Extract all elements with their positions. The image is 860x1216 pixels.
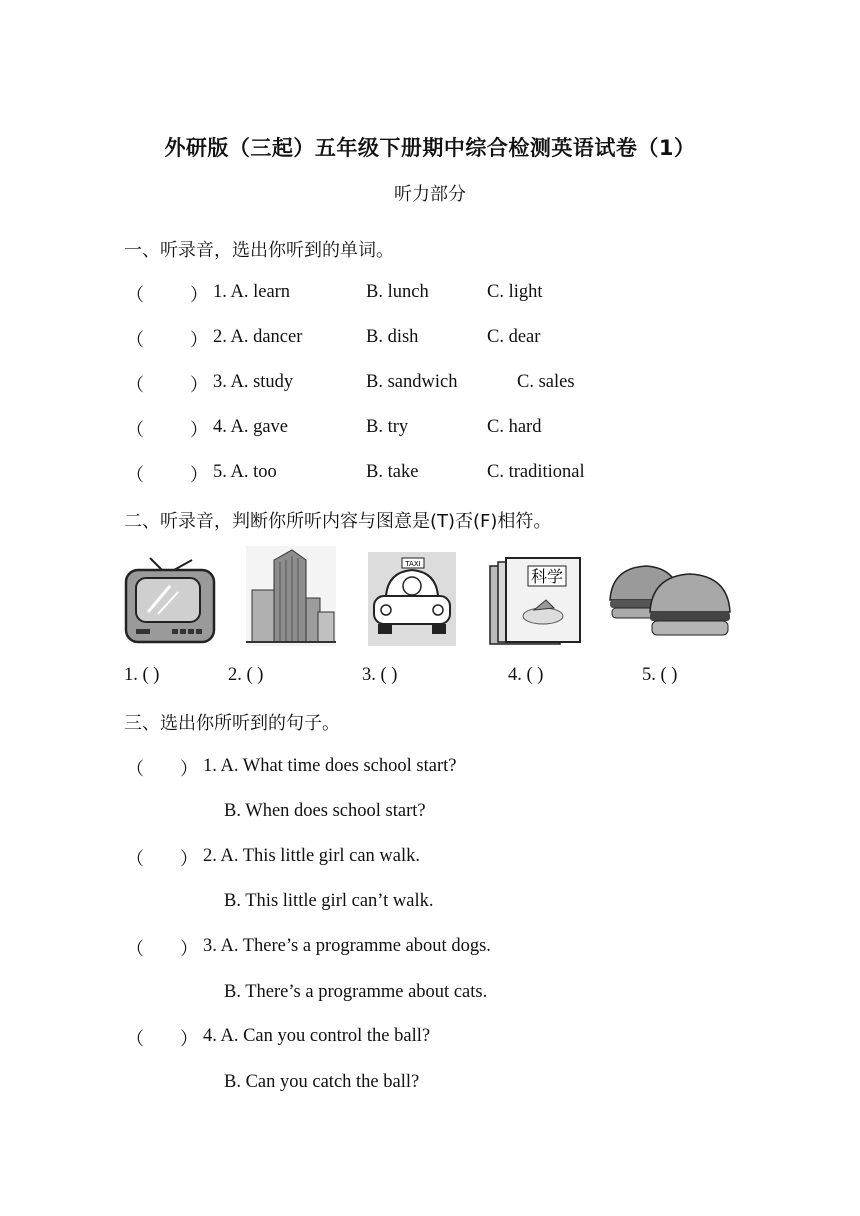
- answer-paren-right: ）: [190, 420, 208, 441]
- section1-heading: 一、听录音，选出你听到的单词。: [124, 240, 394, 261]
- book-title-text: 科学: [530, 567, 564, 586]
- option-a: 1. A. learn: [213, 282, 291, 302]
- answer-paren-left[interactable]: （: [126, 759, 144, 780]
- answer-paren-left[interactable]: （: [126, 330, 144, 351]
- answer-paren-right: ）: [180, 1029, 198, 1050]
- answer-paren-left[interactable]: （: [126, 939, 144, 960]
- option-c: C. traditional: [487, 462, 585, 482]
- picture-answer-5[interactable]: 5. ( ): [642, 665, 678, 685]
- science-book-icon: [488, 556, 584, 646]
- picture-answer-4[interactable]: 4. ( ): [508, 665, 544, 685]
- option-c: C. dear: [487, 327, 541, 347]
- answer-paren-right: ）: [180, 849, 198, 870]
- picture-answer-3[interactable]: 3. ( ): [362, 665, 398, 685]
- answer-paren-left[interactable]: （: [126, 849, 144, 870]
- section2-heading: 二、听录音，判断你所听内容与图意是(T)否(F)相符。: [124, 511, 552, 532]
- answer-paren-left[interactable]: （: [126, 420, 144, 441]
- answer-paren-right: ）: [180, 939, 198, 960]
- picture-answer-1[interactable]: 1. ( ): [124, 665, 160, 685]
- picture-answer-2[interactable]: 2. ( ): [228, 665, 264, 685]
- option-c: C. hard: [487, 417, 542, 437]
- option-a: 5. A. too: [213, 462, 277, 482]
- answer-paren-right: ）: [190, 465, 208, 486]
- option-b: B. take: [366, 462, 419, 482]
- option-a: 3. A. study: [213, 372, 294, 392]
- option-b: B. try: [366, 417, 409, 437]
- option-b: B. sandwich: [366, 372, 458, 392]
- sentence-b: B. Can you catch the ball?: [224, 1072, 420, 1092]
- option-a: 4. A. gave: [213, 417, 289, 437]
- section3-heading: 三、选出你所听到的句子。: [124, 713, 340, 734]
- option-b: B. dish: [366, 327, 419, 347]
- tv-icon: [122, 556, 218, 646]
- answer-paren-right: ）: [190, 330, 208, 351]
- option-a: 2. A. dancer: [213, 327, 303, 347]
- sentence-b: B. There’s a programme about cats.: [224, 982, 488, 1002]
- sentence-a: 4. A. Can you control the ball?: [203, 1026, 431, 1046]
- answer-paren-right: ）: [190, 375, 208, 396]
- answer-paren-left[interactable]: （: [126, 285, 144, 306]
- page-title: 外研版（三起）五年级下册期中综合检测英语试卷（1）: [164, 136, 696, 160]
- sentence-b: B. This little girl can’t walk.: [224, 891, 434, 911]
- hamburger-icon: [606, 560, 734, 644]
- sentence-a: 2. A. This little girl can walk.: [203, 846, 421, 866]
- answer-paren-right: ）: [180, 759, 198, 780]
- option-c: C. sales: [517, 372, 575, 392]
- answer-paren-left[interactable]: （: [126, 1029, 144, 1050]
- taxi-sign-text: TAXI: [405, 560, 421, 568]
- sentence-a: 3. A. There’s a programme about dogs.: [203, 936, 491, 956]
- buildings-icon: [246, 546, 336, 646]
- option-b: B. lunch: [366, 282, 429, 302]
- page-subtitle: 听力部分: [394, 184, 466, 205]
- option-c: C. light: [487, 282, 543, 302]
- answer-paren-left[interactable]: （: [126, 375, 144, 396]
- answer-paren-right: ）: [190, 285, 208, 306]
- taxi-icon: [368, 552, 456, 646]
- answer-paren-left[interactable]: （: [126, 465, 144, 486]
- sentence-b: B. When does school start?: [224, 801, 426, 821]
- sentence-a: 1. A. What time does school start?: [203, 756, 457, 776]
